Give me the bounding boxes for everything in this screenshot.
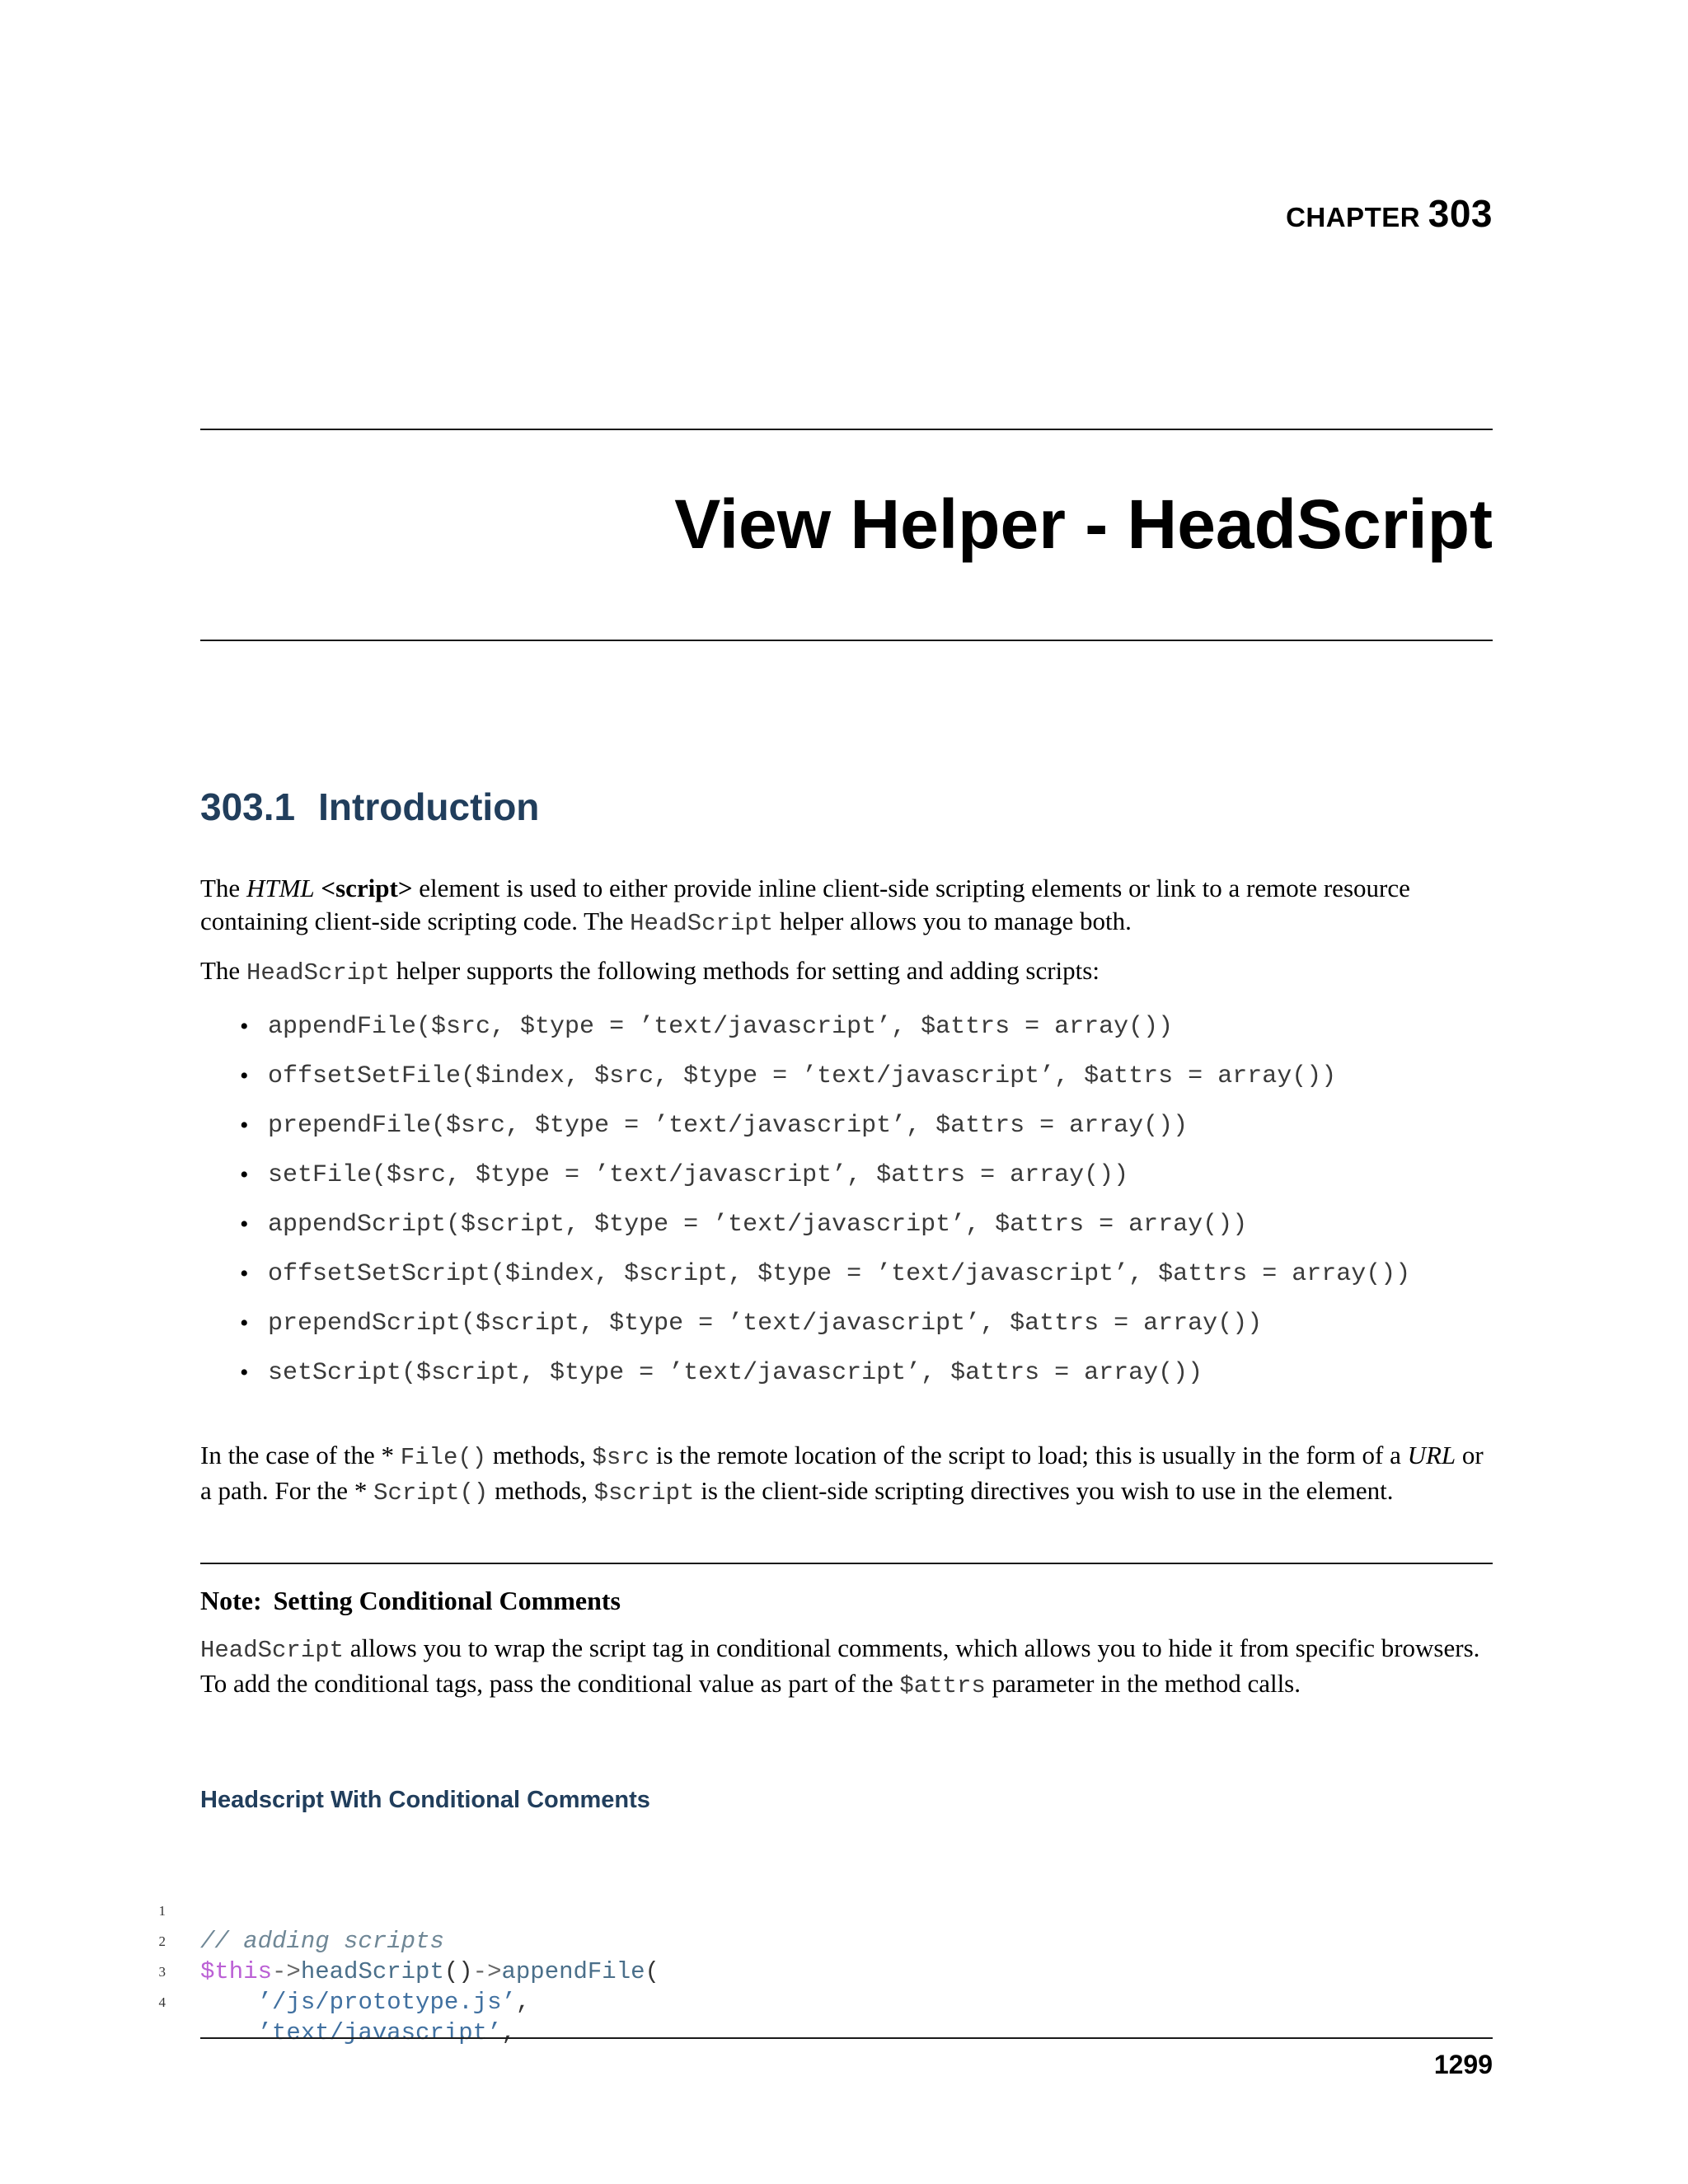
list-item [240, 1258, 1422, 1291]
page-title: View Helper - HeadScript [674, 485, 1493, 563]
list-item [240, 1307, 1493, 1340]
code-indent [200, 2019, 258, 2046]
code-punctuation: () [443, 1958, 473, 1985]
line-number: 1 [158, 1903, 166, 1919]
code-string: ’/js/prototype.js’ [257, 1989, 516, 2016]
inline-code: File() [400, 1444, 487, 1471]
method-signature: appendFile($src, $type = ’text/javascript’, $attrs = array()) [268, 1013, 1174, 1041]
code-function: appendFile [501, 1958, 645, 1985]
html-term: HTML [246, 874, 315, 902]
line-number: 4 [158, 1994, 166, 2010]
explanation-paragraph [200, 1439, 1493, 1510]
note-label: Note: [200, 1586, 262, 1615]
note-top-rule [200, 1563, 1493, 1564]
code-operator: -> [272, 1958, 301, 1985]
intro-text: element is used to either provide inline client-side scripting elements or link to a remote resource containing client-side scripting code. The [200, 874, 1410, 935]
explanation-text: methods, [492, 1441, 586, 1469]
code-function: headScript [300, 1958, 444, 1985]
method-signature: setFile($src, $type = ’text/javascript’, $attrs = array()) [268, 1161, 1129, 1189]
note-text: allows you to wrap the script tag in conditional comments, which allows you to hide it from specific browsers. To add the conditional tags, pass the conditional value as part of the [200, 1633, 1480, 1698]
method-signature: setScript($script, $type = ’text/javascript’, $attrs = array()) [268, 1359, 1203, 1387]
note-text: parameter in the method calls. [992, 1669, 1301, 1698]
code-block [149, 1865, 1493, 2046]
code-string: ’text/javascript’ [257, 2019, 502, 2046]
list-item [240, 1159, 1493, 1192]
code-punctuation: , [501, 2019, 516, 2046]
bullet-icon: • [240, 1112, 249, 1139]
intro-paragraph-1 [200, 872, 1493, 940]
explanation-text: is the client-side scripting directives you wish to use in the element. [701, 1476, 1394, 1505]
explanation-text: methods, [495, 1476, 588, 1505]
list-item [240, 1010, 1493, 1043]
method-signature: appendScript($script, $type = ’text/javascript’, $attrs = array()) [268, 1211, 1248, 1239]
intro-text: The [200, 874, 241, 902]
method-signature: offsetSetFile($index, $src, $type = ’text/javascript’, $attrs = array()) [268, 1062, 1337, 1090]
bullet-icon: • [240, 1161, 249, 1188]
list-item [240, 1357, 1493, 1390]
section-number: 303.1 [200, 785, 296, 828]
script-tag-term: <script> [321, 874, 413, 902]
code-line [149, 1865, 1493, 1955]
line-number: 3 [158, 1964, 166, 1980]
method-signature: offsetSetScript($index, $script, $type = ’text/javascript’, $attrs = array()) [268, 1260, 1411, 1288]
list-item [240, 1208, 1493, 1241]
note-paragraph [200, 1632, 1493, 1703]
page-number: 1299 [1433, 2050, 1493, 2079]
intro-paragraph-2 [200, 954, 1493, 990]
line-number: 2 [158, 1933, 166, 1949]
inline-code: HeadScript [630, 910, 774, 937]
intro-text: helper supports the following methods for setting and adding scripts: [396, 956, 1100, 985]
inline-code: Script() [373, 1479, 489, 1507]
inline-code: $src [592, 1444, 650, 1471]
note-title [200, 1586, 621, 1616]
code-punctuation: ( [645, 1958, 659, 1985]
bullet-icon: • [240, 1359, 249, 1386]
method-signature: prependFile($src, $type = ’text/javascript’, $attrs = array()) [268, 1112, 1189, 1140]
code-variable: $this [200, 1958, 273, 1985]
bullet-icon: • [240, 1260, 249, 1287]
method-list [240, 1010, 1493, 1406]
bullet-icon: • [240, 1310, 249, 1337]
footer-rule [200, 2037, 1493, 2039]
inline-code: $script [593, 1479, 695, 1507]
code-comment: // adding scripts [200, 1928, 444, 1955]
url-term: URL [1407, 1441, 1456, 1469]
chapter-label [1286, 191, 1493, 236]
intro-text: helper allows you to manage both. [779, 907, 1132, 935]
explanation-text: or a path. For the * [200, 1441, 1484, 1505]
method-signature: prependScript($script, $type = ’text/javascript’, $attrs = array()) [268, 1310, 1263, 1338]
explanation-text: In the case of the * [200, 1441, 394, 1469]
section-heading [200, 785, 539, 829]
code-punctuation: , [515, 1989, 531, 2016]
section-title: Introduction [318, 785, 540, 828]
document-page [158, 0, 1493, 2184]
inline-code: HeadScript [200, 1637, 345, 1664]
bullet-icon: • [240, 1062, 249, 1090]
code-operator: -> [472, 1958, 502, 1985]
list-item [240, 1109, 1493, 1142]
title-top-rule [200, 429, 1493, 430]
chapter-number: 303 [1428, 192, 1493, 235]
chapter-word: CHAPTER [1286, 202, 1421, 232]
note-heading: Setting Conditional Comments [273, 1586, 621, 1615]
title-bottom-rule [200, 640, 1493, 641]
list-item [240, 1060, 1493, 1093]
example-heading: Headscript With Conditional Comments [200, 1787, 650, 1813]
intro-text: The [200, 956, 241, 985]
explanation-text: is the remote location of the script to load; this is usually in the form of a [655, 1441, 1401, 1469]
inline-code: HeadScript [246, 959, 390, 987]
bullet-icon: • [240, 1211, 249, 1238]
inline-code: $attrs [899, 1672, 986, 1699]
bullet-icon: • [240, 1013, 249, 1040]
